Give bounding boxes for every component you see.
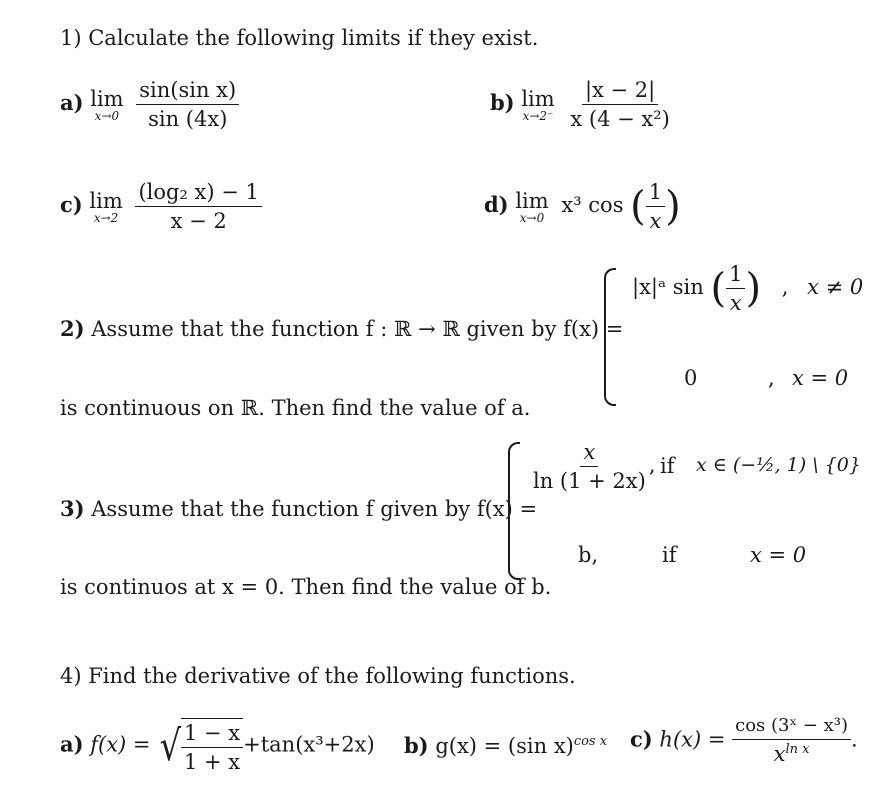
q2-text: Assume that the function f : ℝ → ℝ given by f(x) = [91,317,624,341]
q3-case1-fraction [530,440,649,493]
q1d-right-paren: ) [665,183,681,230]
q4b-label: b) [404,733,429,758]
q1a-lim-operator [90,87,123,123]
q3-case2-cond: x = 0 [750,543,807,567]
q1c-lim-word: lim [89,188,123,213]
q3-case1-comma: , [648,453,656,478]
q1a-fraction [136,78,239,131]
q1d-label: d) [484,192,509,218]
q2-case1-left-paren: ( [710,265,727,312]
q1c-lim-operator [89,189,122,225]
q3-case1-expr [530,440,656,493]
q4a-numerator: 1 − x [181,721,243,748]
q4c-numerator: cos (3ˣ − x³) [732,716,851,740]
q1b-lim-operator [521,87,554,123]
q2-case1 [632,262,863,315]
q4a-rest: +tan(x³+2x) [243,732,375,757]
q2-case1-numerator: 1 [726,262,745,289]
q1b-lim-sub: x→2⁻ [522,108,554,123]
q2-case2-value: 0 [684,366,698,390]
q4b-exponent: cos x [573,734,608,749]
q1b-fraction [567,78,672,131]
q1c-fraction [135,180,261,233]
q4c-label: c) [630,726,653,752]
q4b-function [404,733,607,758]
q1b-numerator: |x − 2| [582,78,658,105]
q3-tail: is continuos at x = 0. Then find the value of b. [60,575,552,599]
q4b-expr: g(x) = (sin x) [435,734,574,758]
q2-case1-right-paren: ) [745,265,762,312]
q2-tail: is continuous on ℝ. Then find the value of a. [60,396,531,420]
q1a-denominator: sin (4x) [148,107,228,132]
q4c-fraction [732,716,851,766]
q1c-denominator: x − 2 [170,209,227,234]
q4c-denominator [771,740,813,766]
q2-case1-sep: , [781,275,789,300]
q1b-lim-word: lim [521,86,555,111]
q4c-den-base: x [773,741,786,766]
q1c-numerator: (log₂ x) − 1 [135,180,261,207]
q2-statement [60,316,623,341]
q1d-limit [484,180,681,233]
q3-case2-if: if [662,543,677,567]
q4a-label: a) [60,731,84,757]
q1a-label: a) [60,90,84,116]
q1d-lim-operator [515,189,548,225]
q1c-limit [60,180,262,233]
q3-text: Assume that the function f given by f(x) = [91,497,538,521]
q2-case2-sep: , [768,366,775,390]
q1a-numerator: sin(sin x) [136,78,239,105]
q3-case1-numerator: x [580,440,598,467]
q4-heading: 4) Find the derivative of the following functions. [60,664,576,688]
q4a-lhs: f(x) = [90,732,151,757]
q1d-lim-word: lim [515,188,549,213]
q1d-left-paren: ( [630,183,646,230]
q1c-label: c) [60,192,83,218]
q2-brace [604,268,616,406]
sqrt-radical-icon: √ [159,721,182,771]
q3-brace [508,442,520,580]
q1d-fraction [646,180,665,233]
q1d-lim-sub: x→0 [519,210,545,225]
q4a-fraction [181,721,243,774]
q4c-function [630,716,858,766]
q4c-lhs: h(x) = [659,727,726,752]
q1d-expression: x³ cos [561,193,624,218]
q1a-lim-sub: x→0 [94,108,120,123]
q2-case1-expr: |x|ᵃ sin [632,275,704,300]
q4a-function [60,718,375,774]
q4c-period: . [851,727,858,752]
q3-case1-denominator: ln (1 + 2x) [533,469,646,494]
q1d-numerator: 1 [646,180,665,207]
q2-case1-fraction [726,262,745,315]
q1b-denominator: x (4 − x²) [570,107,670,132]
q2-case1-denominator: x [729,291,742,316]
q3-statement [60,496,537,521]
q2-label: 2) [60,316,85,341]
q3-label: 3) [60,496,85,521]
q1c-lim-sub: x→2 [93,210,119,225]
q3-case2-value: b, [578,543,599,567]
q1d-denominator: x [649,209,662,234]
q1b-limit [490,78,673,131]
q4a-sqrt-content [181,718,243,774]
q1a-limit [60,78,239,131]
q4a-denominator: 1 + x [183,750,241,775]
q4c-den-exponent: ln x [785,741,810,757]
q2-case1-cond: x ≠ 0 [807,275,864,300]
q1-heading: 1) Calculate the following limits if they exist. [60,26,539,50]
q2-case2-cond: x = 0 [792,366,849,390]
q4a-sqrt [157,718,243,774]
q1b-label: b) [490,90,515,116]
q3-case1-cond: x ∈ (−½, 1) \ {0} [696,454,861,476]
q1a-lim-word: lim [90,86,124,111]
q3-case1-if: if [660,454,675,478]
